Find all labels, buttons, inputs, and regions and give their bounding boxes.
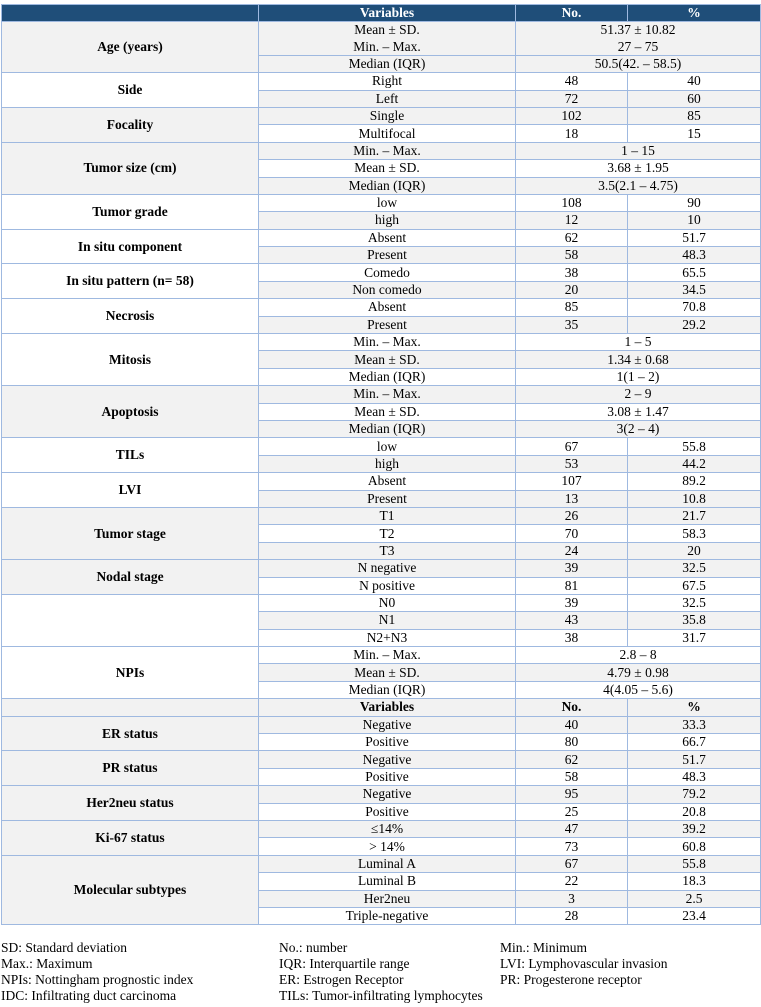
- pct-cell: 10: [628, 212, 761, 229]
- variable-cell: N positive: [259, 577, 516, 594]
- pct-cell: 32.5: [628, 594, 761, 611]
- table-row: [2, 751, 761, 768]
- variable-cell: Mean ± SD.: [259, 351, 516, 368]
- table-row: [2, 786, 761, 803]
- variable-cell: Non comedo: [259, 281, 516, 298]
- patient-characteristics-table: [1, 4, 761, 925]
- group-label: Side: [2, 73, 259, 108]
- pct-cell: 55.8: [628, 855, 761, 872]
- value-cell: 2.8 – 8: [516, 647, 761, 664]
- no-cell: 95: [516, 786, 628, 803]
- no-cell: 39: [516, 560, 628, 577]
- table-row: [2, 716, 761, 733]
- no-cell: 62: [516, 229, 628, 246]
- header-variables: Variables: [259, 5, 516, 22]
- pct-cell: 31.7: [628, 629, 761, 646]
- variable-cell: Multifocal: [259, 125, 516, 142]
- variable-cell: T1: [259, 507, 516, 524]
- value-cell: 1 – 5: [516, 334, 761, 351]
- no-cell: 62: [516, 751, 628, 768]
- pct-cell: 79.2: [628, 786, 761, 803]
- group-label: TILs: [2, 438, 259, 473]
- group-label: [2, 594, 259, 646]
- group-label: Age (years): [2, 22, 259, 73]
- value-cell: 3.5(2.1 – 4.75): [516, 177, 761, 194]
- pct-cell: 51.7: [628, 751, 761, 768]
- variable-cell: T2: [259, 525, 516, 542]
- no-cell: 72: [516, 90, 628, 107]
- no-cell: 48: [516, 73, 628, 90]
- pct-cell: 39.2: [628, 820, 761, 837]
- variable-cell: Negative: [259, 786, 516, 803]
- table-row: [2, 107, 761, 124]
- table-header-row: [2, 5, 761, 22]
- no-cell: 102: [516, 107, 628, 124]
- table-row: [2, 229, 761, 246]
- no-cell: 18: [516, 125, 628, 142]
- header-pct: %: [628, 5, 761, 22]
- variable-cell: N0: [259, 594, 516, 611]
- value-cell: 4(4.05 – 5.6): [516, 681, 761, 698]
- footnote: Min.: Minimum: [500, 940, 588, 955]
- variable-cell: Present: [259, 247, 516, 264]
- variable-cell: Min. – Max.: [259, 386, 516, 403]
- no-cell: 67: [516, 855, 628, 872]
- variable-cell: Present: [259, 316, 516, 333]
- variable-cell: Min. – Max.: [259, 142, 516, 159]
- pct-cell: 40: [628, 73, 761, 90]
- pct-cell: 21.7: [628, 507, 761, 524]
- no-cell: 35: [516, 316, 628, 333]
- table-row: [2, 820, 761, 837]
- footnote: IQR: Interquartile range: [279, 956, 410, 971]
- pct-cell: 29.2: [628, 316, 761, 333]
- group-label: Focality: [2, 107, 259, 142]
- variable-cell: Comedo: [259, 264, 516, 281]
- table-row: [2, 334, 761, 351]
- group-label: In situ component: [2, 229, 259, 264]
- variable-cell: Median (IQR): [259, 368, 516, 385]
- no-cell: 13: [516, 490, 628, 507]
- variable-cell: high: [259, 455, 516, 472]
- variable-cell: Absent: [259, 229, 516, 246]
- variable-cell: Absent: [259, 299, 516, 316]
- no-cell: 25: [516, 803, 628, 820]
- group-label: LVI: [2, 473, 259, 508]
- pct-cell: 15: [628, 125, 761, 142]
- pct-cell: 66.7: [628, 734, 761, 751]
- value-cell: 3.08 ± 1.47: [516, 403, 761, 420]
- no-cell: 38: [516, 629, 628, 646]
- group-label: Mitosis: [2, 334, 259, 386]
- value-cell: 4.79 ± 0.98: [516, 664, 761, 681]
- table-row: [2, 560, 761, 577]
- table-row: [2, 386, 761, 403]
- variable-cell: N negative: [259, 560, 516, 577]
- value-cell: 27 – 75: [516, 38, 761, 55]
- no-cell: 53: [516, 455, 628, 472]
- footnote: SD: Standard deviation: [1, 940, 127, 955]
- table-row: [2, 194, 761, 211]
- value-cell: 1.34 ± 0.68: [516, 351, 761, 368]
- pct-cell: 2.5: [628, 890, 761, 907]
- pct-cell: 34.5: [628, 281, 761, 298]
- pct-cell: 20: [628, 542, 761, 559]
- variable-cell: Median (IQR): [259, 177, 516, 194]
- variable-cell: Negative: [259, 751, 516, 768]
- variable-cell: low: [259, 194, 516, 211]
- group-label: NPIs: [2, 647, 259, 699]
- group-label: Molecular subtypes: [2, 855, 259, 925]
- variable-cell: Single: [259, 107, 516, 124]
- group-label: Tumor size (cm): [2, 142, 259, 194]
- variable-cell: Mean ± SD.: [259, 22, 516, 39]
- variable-cell: low: [259, 438, 516, 455]
- variable-cell: Present: [259, 490, 516, 507]
- pct-cell: 60: [628, 90, 761, 107]
- header-no: No.: [516, 5, 628, 22]
- footnote: PR: Progesterone receptor: [500, 972, 642, 987]
- value-cell: 1 – 15: [516, 142, 761, 159]
- variable-cell: Positive: [259, 734, 516, 751]
- pct-cell: 35.8: [628, 612, 761, 629]
- pct-cell: 89.2: [628, 473, 761, 490]
- value-cell: 50.5(42. – 58.5): [516, 55, 761, 72]
- table-row: [2, 855, 761, 872]
- table-row: [2, 473, 761, 490]
- no-cell: 67: [516, 438, 628, 455]
- pct-cell: 32.5: [628, 560, 761, 577]
- subheader-pct: %: [628, 699, 761, 716]
- no-cell: 43: [516, 612, 628, 629]
- variable-cell: Left: [259, 90, 516, 107]
- pct-cell: 85: [628, 107, 761, 124]
- no-cell: 58: [516, 768, 628, 785]
- no-cell: 3: [516, 890, 628, 907]
- table-row: [2, 647, 761, 664]
- variable-cell: Median (IQR): [259, 55, 516, 72]
- subheader-label: [2, 699, 259, 716]
- pct-cell: 60.8: [628, 838, 761, 855]
- pct-cell: 70.8: [628, 299, 761, 316]
- variable-cell: Mean ± SD.: [259, 160, 516, 177]
- variable-cell: Median (IQR): [259, 681, 516, 698]
- footnote: LVI: Lymphovascular invasion: [500, 956, 668, 971]
- header-label: [2, 5, 259, 22]
- footnote: ER: Estrogen Receptor: [279, 972, 404, 987]
- variable-cell: Min. – Max.: [259, 38, 516, 55]
- pct-cell: 33.3: [628, 716, 761, 733]
- table-subheader-row: [2, 699, 761, 716]
- table-row: [2, 299, 761, 316]
- variable-cell: N2+N3: [259, 629, 516, 646]
- no-cell: 80: [516, 734, 628, 751]
- footnote: IDC: Infiltrating duct carcinoma: [1, 988, 177, 1003]
- no-cell: 58: [516, 247, 628, 264]
- no-cell: 73: [516, 838, 628, 855]
- variable-cell: Positive: [259, 803, 516, 820]
- no-cell: 47: [516, 820, 628, 837]
- pct-cell: 20.8: [628, 803, 761, 820]
- pct-cell: 51.7: [628, 229, 761, 246]
- group-label: ER status: [2, 716, 259, 751]
- pct-cell: 55.8: [628, 438, 761, 455]
- value-cell: 51.37 ± 10.82: [516, 22, 761, 39]
- group-label: Nodal stage: [2, 560, 259, 595]
- no-cell: 22: [516, 873, 628, 890]
- no-cell: 20: [516, 281, 628, 298]
- variable-cell: Mean ± SD.: [259, 403, 516, 420]
- pct-cell: 10.8: [628, 490, 761, 507]
- variable-cell: Median (IQR): [259, 420, 516, 437]
- no-cell: 81: [516, 577, 628, 594]
- table-row: [2, 507, 761, 524]
- variable-cell: > 14%: [259, 838, 516, 855]
- table-row: [2, 22, 761, 39]
- value-cell: 2 – 9: [516, 386, 761, 403]
- value-cell: 1(1 – 2): [516, 368, 761, 385]
- variable-cell: ≤14%: [259, 820, 516, 837]
- pct-cell: 90: [628, 194, 761, 211]
- value-cell: 3(2 – 4): [516, 420, 761, 437]
- no-cell: 28: [516, 907, 628, 924]
- variable-cell: Luminal A: [259, 855, 516, 872]
- no-cell: 70: [516, 525, 628, 542]
- variable-cell: Min. – Max.: [259, 334, 516, 351]
- no-cell: 85: [516, 299, 628, 316]
- variable-cell: N1: [259, 612, 516, 629]
- footnote: NPIs: Nottingham prognostic index: [1, 972, 194, 987]
- no-cell: 24: [516, 542, 628, 559]
- no-cell: 39: [516, 594, 628, 611]
- variable-cell: Absent: [259, 473, 516, 490]
- variable-cell: Triple-negative: [259, 907, 516, 924]
- table-row: [2, 594, 761, 611]
- table-row: [2, 438, 761, 455]
- group-label: In situ pattern (n= 58): [2, 264, 259, 299]
- variable-cell: Negative: [259, 716, 516, 733]
- pct-cell: 44.2: [628, 455, 761, 472]
- group-label: Necrosis: [2, 299, 259, 334]
- no-cell: 26: [516, 507, 628, 524]
- group-label: PR status: [2, 751, 259, 786]
- pct-cell: 67.5: [628, 577, 761, 594]
- table-row: [2, 142, 761, 159]
- table-row: [2, 264, 761, 281]
- variable-cell: high: [259, 212, 516, 229]
- pct-cell: 65.5: [628, 264, 761, 281]
- value-cell: 3.68 ± 1.95: [516, 160, 761, 177]
- variable-cell: Mean ± SD.: [259, 664, 516, 681]
- footnote: TILs: Tumor-infiltrating lymphocytes: [279, 988, 483, 1003]
- table-row: [2, 73, 761, 90]
- group-label: Ki-67 status: [2, 820, 259, 855]
- footnote: No.: number: [279, 940, 348, 955]
- variable-cell: Luminal B: [259, 873, 516, 890]
- subheader-no: No.: [516, 699, 628, 716]
- pct-cell: 58.3: [628, 525, 761, 542]
- variable-cell: T3: [259, 542, 516, 559]
- footnote: Max.: Maximum: [1, 956, 93, 971]
- no-cell: 40: [516, 716, 628, 733]
- no-cell: 12: [516, 212, 628, 229]
- group-label: Apoptosis: [2, 386, 259, 438]
- group-label: Tumor stage: [2, 507, 259, 559]
- variable-cell: Positive: [259, 768, 516, 785]
- subheader-variables: Variables: [259, 699, 516, 716]
- variable-cell: Her2neu: [259, 890, 516, 907]
- group-label: Tumor grade: [2, 194, 259, 229]
- pct-cell: 23.4: [628, 907, 761, 924]
- no-cell: 38: [516, 264, 628, 281]
- pct-cell: 18.3: [628, 873, 761, 890]
- pct-cell: 48.3: [628, 247, 761, 264]
- group-label: Her2neu status: [2, 786, 259, 821]
- no-cell: 108: [516, 194, 628, 211]
- no-cell: 107: [516, 473, 628, 490]
- variable-cell: Right: [259, 73, 516, 90]
- pct-cell: 48.3: [628, 768, 761, 785]
- variable-cell: Min. – Max.: [259, 647, 516, 664]
